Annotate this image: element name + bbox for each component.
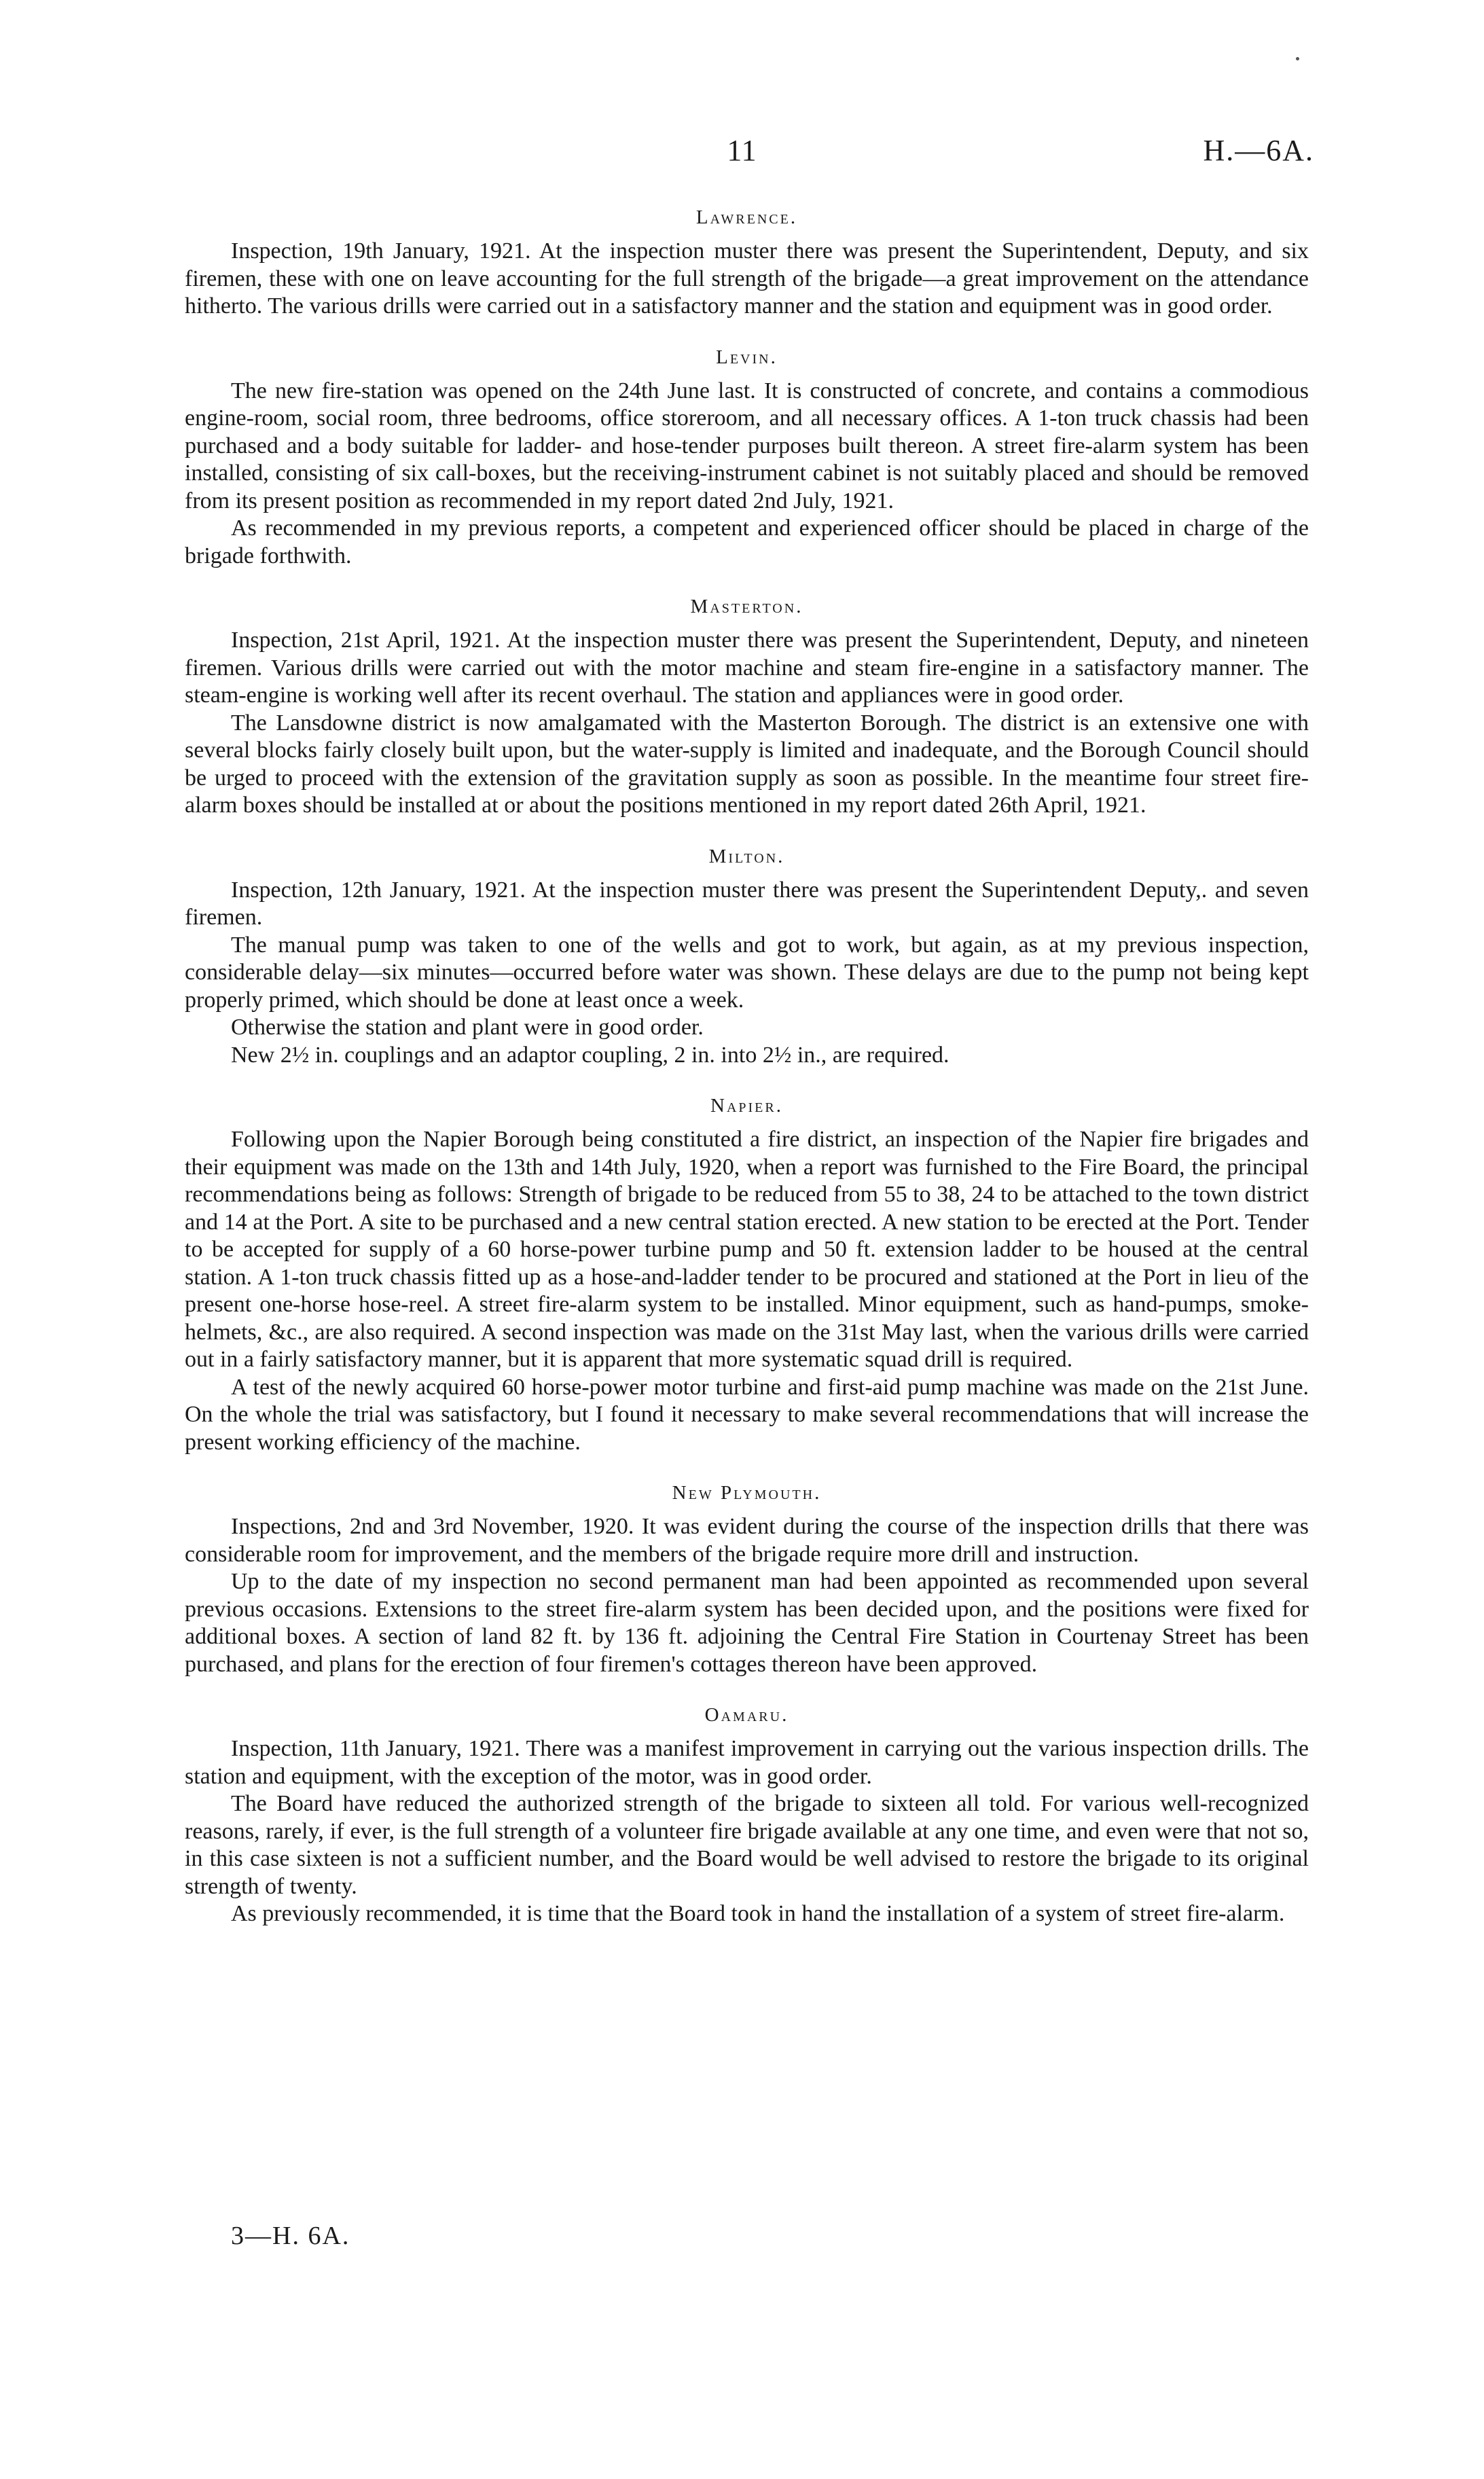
report-body: [185, 204, 1309, 1928]
section-heading-oamaru: Oamaru.: [704, 1704, 789, 1726]
paragraph: Inspection, 19th January, 1921. At the inspection muster there was present the Superintendent, Deputy, and six firemen, these with one on leave accounting for the full strength of the brigade—a great improvement on the attendance hitherto. The various drills were carried out in a satisfactory manner and the station and equipment was in good order.: [185, 238, 1309, 319]
section-heading-milton: Milton.: [708, 845, 785, 867]
paragraph: New 2½ in. couplings and an adaptor coupling, 2 in. into 2½ in., are required.: [231, 1042, 949, 1068]
section-heading-lawrence: Lawrence.: [695, 206, 798, 228]
section-heading-napier: Napier.: [710, 1095, 783, 1117]
paragraph: The manual pump was taken to one of the wells and got to work, but again, as at my previous inspection, considerable delay—six minutes—occurred before water was shown. These delays are due to the pump not being kept properly primed, which should be done at least once a week.: [185, 932, 1309, 1013]
paragraph: Up to the date of my inspection no second permanent man had been appointed as recommended upon several previous occasions. Extensions to the street fire-alarm system has been decided upon, and the positions were fixed for additional boxes. A section of land 82 ft. by 136 ft. adjoining the Central Fire Station in Courtenay Street has been purchased, and plans for the erection of four firemen's cottages thereon have been approved.: [185, 1569, 1309, 1677]
section-heading-levin: Levin.: [716, 346, 778, 368]
paragraph: Otherwise the station and plant were in good order.: [231, 1015, 704, 1040]
paragraph: Following upon the Napier Borough being constituted a fire district, an inspection of the Napier fire brigades and their equipment was made on the 13th and 14th July, 1920, when a report was furnished to the Fire Board, the principal recommendations being as follows: Strength of brigade to be reduced from 55 to 38, 24 to be attached to the town district and 14 at the Port. A site to be purchased and a new central station erected. A new station to be erected at the Port. Tender to be accepted for supply of a 60 horse-power turbine pump and 50 ft. extension ladder to be housed at the central station. A 1-ton truck chassis fitted up as a hose-and-ladder tender to be procured and stationed at the Port in lieu of the present one-horse hose-reel. A street fire-alarm system to be installed. Minor equipment, such as hand-pumps, smoke-helmets, &c., are also required. A second inspection was made on the 31st May last, when the various drills were carried out in a fairly satisfactory manner, but it is apparent that more systematic squad drill is required.: [185, 1127, 1309, 1372]
paragraph: A test of the newly acquired 60 horse-power motor turbine and first-aid pump machine was made on the 21st June. On the whole the trial was satisfactory, but I found it necessary to make several recommendations that will increase the present working efficiency of the machine.: [185, 1374, 1309, 1455]
paragraph: Inspection, 11th January, 1921. There was a manifest improvement in carrying out the various inspection drills. The station and equipment, with the exception of the motor, was in good order.: [185, 1736, 1309, 1789]
paragraph: The Board have reduced the authorized strength of the brigade to sixteen all told. For various well-recognized reasons, rarely, if ever, is the full strength of a volunteer fire brigade available at any one time, and even were that not so, in this case sixteen is not a sufficient number, and the Board would be well advised to restore the brigade to its original strength of twenty.: [185, 1791, 1309, 1899]
paragraph: Inspections, 2nd and 3rd November, 1920. It was evident during the course of the inspection drills that there was considerable room for improvement, and the members of the brigade require more drill and instruction.: [185, 1514, 1309, 1567]
paragraph: As previously recommended, it is time that the Board took in hand the installation of a system of street fire-alarm.: [231, 1901, 1285, 1926]
section-heading-masterton: Masterton.: [690, 596, 803, 617]
paragraph: Inspection, 12th January, 1921. At the inspection muster there was present the Superintendent Deputy,. and seven firemen.: [185, 877, 1309, 930]
paragraph: Inspection, 21st April, 1921. At the inspection muster there was present the Superintendent, Deputy, and nineteen firemen. Various drills were carried out with the motor machine and steam fire-engine in a satisfactory manner. The steam-engine is working well after its recent overhaul. The station and appliances were in good order.: [185, 628, 1309, 708]
scan-speck: [1296, 57, 1299, 60]
signature-code: 3—H. 6A.: [231, 2222, 350, 2250]
page-number: 11: [727, 134, 757, 167]
paragraph: The new fire-station was opened on the 24th June last. It is constructed of concrete, and contains a commodious engine-room, social room, three bedrooms, office storeroom, and all necessary offices. A 1-ton truck chassis had been purchased and a body suitable for ladder- and hose-tender purposes built thereon. A street fire-alarm system has been installed, consisting of six call-boxes, but the receiving-instrument cabinet is not suitably placed and should be removed from its present position as recommended in my report dated 2nd July, 1921.: [185, 378, 1309, 513]
paragraph: As recommended in my previous reports, a competent and experienced officer should be placed in charge of the brigade forthwith.: [185, 515, 1309, 568]
document-code: H.—6A.: [1203, 134, 1314, 167]
paragraph: The Lansdowne district is now amalgamated with the Masterton Borough. The district is an extensive one with several blocks fairly closely built upon, but the water-supply is limited and inadequate, and the Borough Council should be urged to proceed with the extension of the gravitation supply as soon as possible. In the meantime four street fire-alarm boxes should be installed at or about the positions mentioned in my report dated 26th April, 1921.: [185, 710, 1309, 818]
section-heading-new-plymouth: New Plymouth.: [672, 1482, 822, 1504]
